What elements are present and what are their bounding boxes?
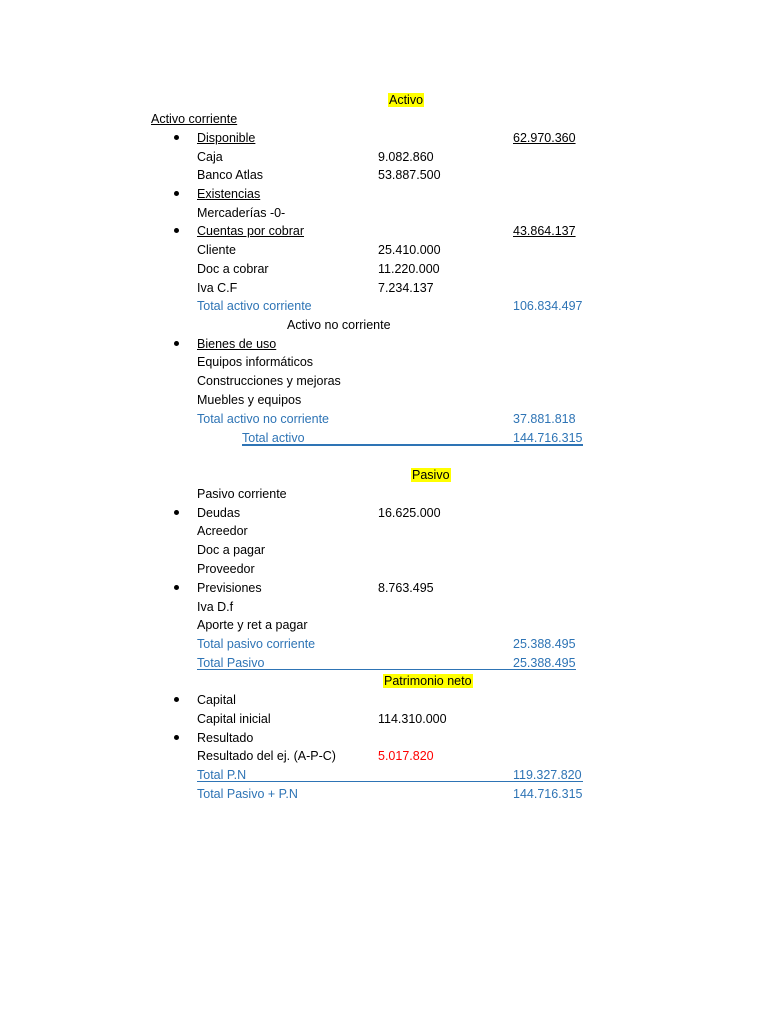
- banco-value: 53.887.500: [378, 168, 441, 182]
- total-activo-corriente-label: Total activo corriente: [197, 299, 312, 313]
- total-activo-no-corriente-label: Total activo no corriente: [197, 412, 330, 426]
- cuentas-cobrar-label: Cuentas por cobrar: [197, 224, 305, 238]
- resultado-label: Resultado: [197, 731, 254, 745]
- activo-no-corriente-heading: Activo no corriente: [287, 318, 391, 332]
- doc-cobrar-label: Doc a cobrar: [197, 262, 269, 276]
- total-pn-label: Total P.N: [197, 768, 247, 782]
- previsiones-label: Previsiones: [197, 581, 262, 595]
- bullet: [174, 228, 179, 233]
- bullet: [174, 697, 179, 702]
- total-pasivo-pn-value: 144.716.315: [513, 787, 583, 801]
- cliente-label: Cliente: [197, 243, 236, 257]
- bullet: [174, 341, 179, 346]
- capital-inicial-value: 114.310.000: [378, 712, 447, 726]
- total-activo-corriente-value: 106.834.497: [513, 299, 583, 313]
- cuentas-cobrar-total: 43.864.137: [513, 224, 576, 238]
- mercaderias-label: Mercaderías -0-: [197, 206, 286, 220]
- equipos-informaticos-label: Equipos informáticos: [197, 355, 314, 369]
- bullet: [174, 585, 179, 590]
- total-pn-rule: [197, 781, 583, 782]
- patrimonio-heading: Patrimonio neto: [384, 674, 472, 688]
- bullet: [174, 510, 179, 515]
- resultado-ej-label: Resultado del ej. (A-P-C): [197, 749, 336, 763]
- capital-inicial-label: Capital inicial: [197, 712, 271, 726]
- total-pasivo-rule: [197, 669, 576, 670]
- aporte-label: Aporte y ret a pagar: [197, 618, 308, 632]
- bullet: [174, 135, 179, 140]
- activo-corriente-heading: Activo corriente: [151, 112, 238, 126]
- previsiones-value: 8.763.495: [378, 581, 434, 595]
- pasivo-corriente-label: Pasivo corriente: [197, 487, 287, 501]
- deudas-label: Deudas: [197, 506, 241, 520]
- muebles-label: Muebles y equipos: [197, 393, 302, 407]
- banco-label: Banco Atlas: [197, 168, 264, 182]
- construcciones-label: Construcciones y mejoras: [197, 374, 341, 388]
- iva-cf-label: Iva C.F: [197, 281, 238, 295]
- caja-label: Caja: [197, 150, 223, 164]
- total-pn-value: 119.327.820: [513, 768, 582, 782]
- bullet: [174, 735, 179, 740]
- doc-cobrar-value: 11.220.000: [378, 262, 440, 276]
- caja-value: 9.082.860: [378, 150, 434, 164]
- total-activo-value: 144.716.315: [513, 431, 583, 445]
- total-pasivo-pn-label: Total Pasivo + P.N: [197, 787, 298, 801]
- total-pasivo-corriente-label: Total pasivo corriente: [197, 637, 316, 651]
- total-activo-rule: [242, 444, 583, 446]
- resultado-ej-value: 5.017.820: [378, 749, 434, 763]
- total-pasivo-corriente-value: 25.388.495: [513, 637, 576, 651]
- existencias-label: Existencias: [197, 187, 261, 201]
- proveedor-label: Proveedor: [197, 562, 255, 576]
- acreedor-label: Acreedor: [197, 524, 248, 538]
- disponible-label: Disponible: [197, 131, 256, 145]
- disponible-total: 62.970.360: [513, 131, 576, 145]
- total-pasivo-label: Total Pasivo: [197, 656, 265, 670]
- total-pasivo-value: 25.388.495: [513, 656, 576, 670]
- doc-pagar-label: Doc a pagar: [197, 543, 266, 557]
- bienes-uso-label: Bienes de uso: [197, 337, 277, 351]
- iva-df-label: Iva D.f: [197, 600, 234, 614]
- capital-label: Capital: [197, 693, 236, 707]
- iva-cf-value: 7.234.137: [378, 281, 434, 295]
- deudas-value: 16.625.000: [378, 506, 441, 520]
- activo-heading: Activo: [389, 93, 424, 107]
- total-activo-no-corriente-value: 37.881.818: [513, 412, 576, 426]
- total-activo-label: Total activo: [242, 431, 305, 445]
- bullet: [174, 191, 179, 196]
- cliente-value: 25.410.000: [378, 243, 441, 257]
- pasivo-heading: Pasivo: [412, 468, 450, 482]
